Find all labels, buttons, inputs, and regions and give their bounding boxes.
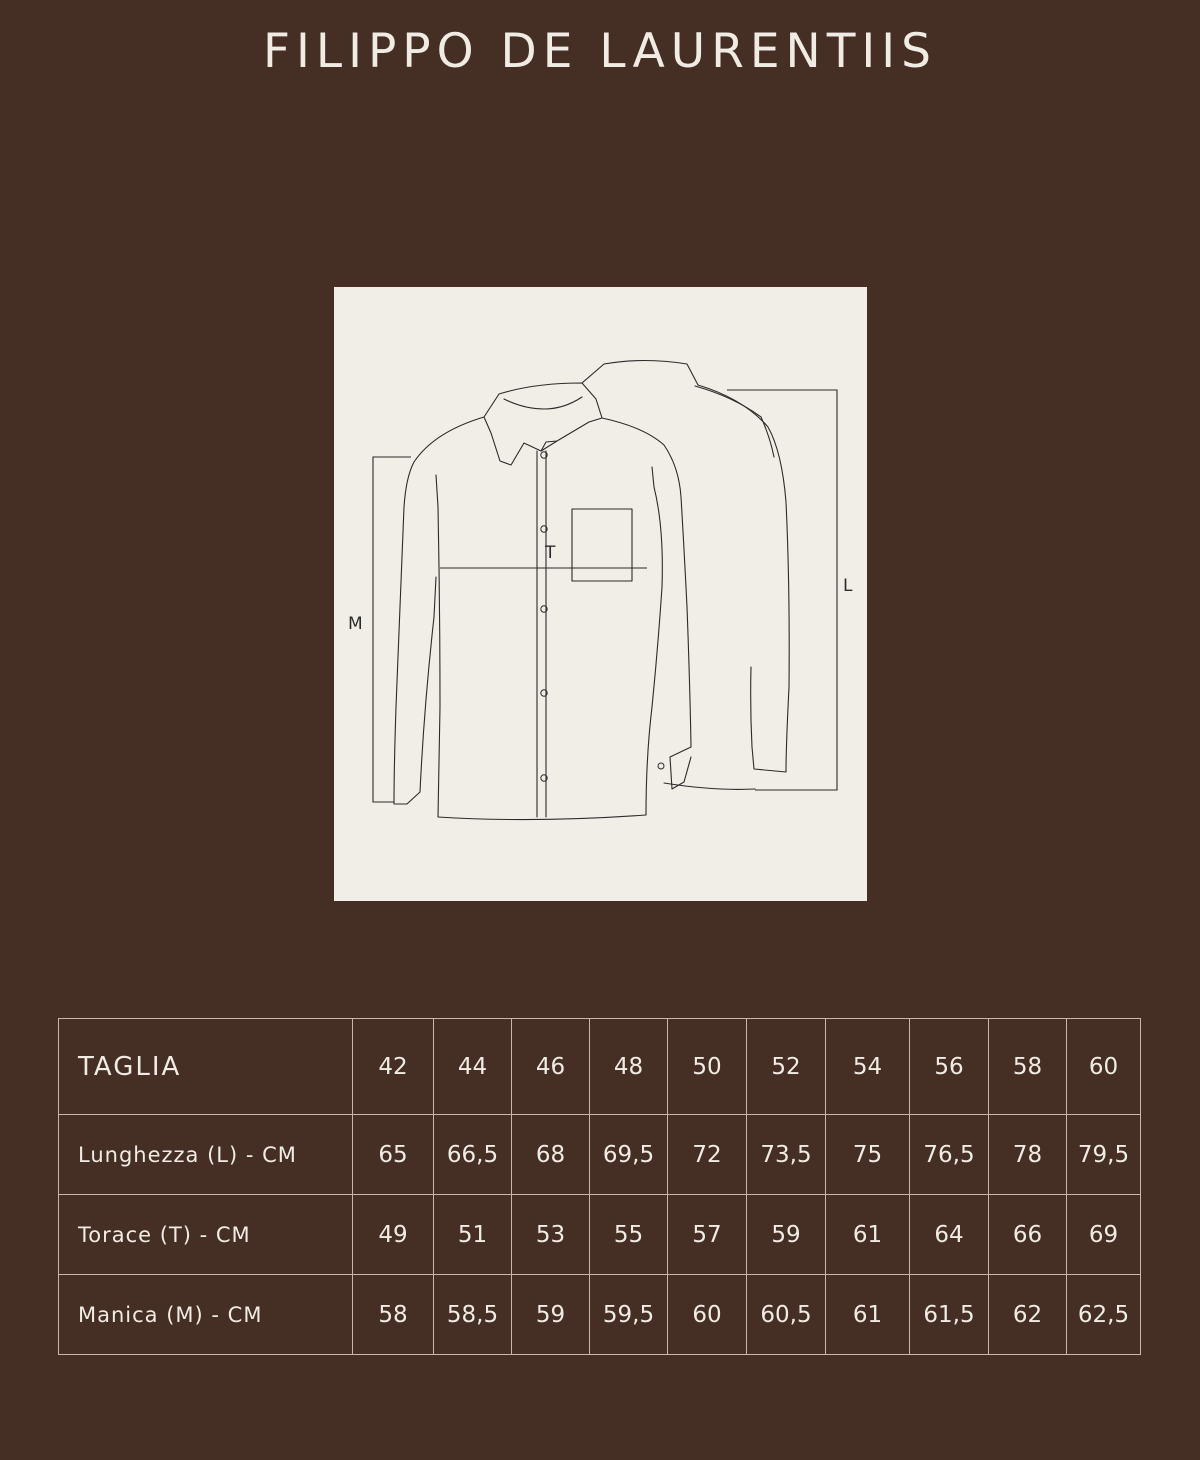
right-sleeve-cuff [670, 747, 691, 789]
value-cell: 59 [512, 1275, 590, 1355]
value-cell: 65 [353, 1115, 434, 1195]
row-label: Manica (M) - CM [59, 1275, 353, 1355]
brand-title: FILIPPO DE LAURENTIIS [263, 24, 937, 79]
cuff-button [658, 763, 664, 769]
value-cell: 58 [353, 1275, 434, 1355]
value-cell: 72 [668, 1115, 747, 1195]
value-cell: 79,5 [1067, 1115, 1141, 1195]
row-label: Torace (T) - CM [59, 1195, 353, 1275]
header-row [59, 1019, 1141, 1115]
value-cell: 68 [512, 1115, 590, 1195]
size-cell: 46 [512, 1019, 590, 1115]
chest-pocket [572, 509, 632, 581]
sleeve-measure-line [373, 457, 411, 802]
size-cell: 54 [826, 1019, 910, 1115]
size-chart-table [58, 1018, 1141, 1355]
value-cell: 75 [826, 1115, 910, 1195]
chest-label: T [545, 543, 556, 563]
table-row [59, 1195, 1141, 1275]
size-cell: 48 [590, 1019, 668, 1115]
size-cell: 52 [747, 1019, 826, 1115]
back-shirt-outline [698, 385, 789, 772]
front-right-shoulder [602, 418, 691, 747]
value-cell: 60 [668, 1275, 747, 1355]
row-label: Lunghezza (L) - CM [59, 1115, 353, 1195]
front-collar [484, 383, 602, 465]
front-left-side [436, 475, 440, 817]
value-cell: 53 [512, 1195, 590, 1275]
value-cell: 66,5 [434, 1115, 512, 1195]
sleeve-label: M [348, 614, 363, 634]
size-cell: 58 [989, 1019, 1067, 1115]
value-cell: 69,5 [590, 1115, 668, 1195]
value-cell: 62,5 [1067, 1275, 1141, 1355]
value-cell: 76,5 [910, 1115, 989, 1195]
value-cell: 55 [590, 1195, 668, 1275]
table-row [59, 1115, 1141, 1195]
value-cell: 58,5 [434, 1275, 512, 1355]
value-cell: 59 [747, 1195, 826, 1275]
value-cell: 60,5 [747, 1275, 826, 1355]
size-cell: 50 [668, 1019, 747, 1115]
back-shirt-yoke [695, 386, 774, 457]
value-cell: 62 [989, 1275, 1067, 1355]
value-cell: 69 [1067, 1195, 1141, 1275]
value-cell: 61 [826, 1275, 910, 1355]
length-measure-line [727, 390, 837, 790]
placket [537, 451, 546, 817]
value-cell: 66 [989, 1195, 1067, 1275]
size-cell: 56 [910, 1019, 989, 1115]
value-cell: 59,5 [590, 1275, 668, 1355]
value-cell: 78 [989, 1115, 1067, 1195]
value-cell: 57 [668, 1195, 747, 1275]
length-label: L [843, 576, 853, 596]
size-header-label: TAGLIA [59, 1019, 353, 1115]
shirt-measurement-diagram [334, 287, 867, 901]
value-cell: 61,5 [910, 1275, 989, 1355]
value-cell: 73,5 [747, 1115, 826, 1195]
buttons [541, 452, 664, 781]
size-cell: 60 [1067, 1019, 1141, 1115]
value-cell: 64 [910, 1195, 989, 1275]
size-cell: 42 [353, 1019, 434, 1115]
size-cell: 44 [434, 1019, 512, 1115]
value-cell: 49 [353, 1195, 434, 1275]
table-row [59, 1275, 1141, 1355]
front-hem [438, 815, 646, 820]
shirt-illustration [334, 287, 867, 901]
back-shirt-collar [582, 361, 698, 386]
value-cell: 61 [826, 1195, 910, 1275]
collar-fold [504, 397, 582, 409]
value-cell: 51 [434, 1195, 512, 1275]
